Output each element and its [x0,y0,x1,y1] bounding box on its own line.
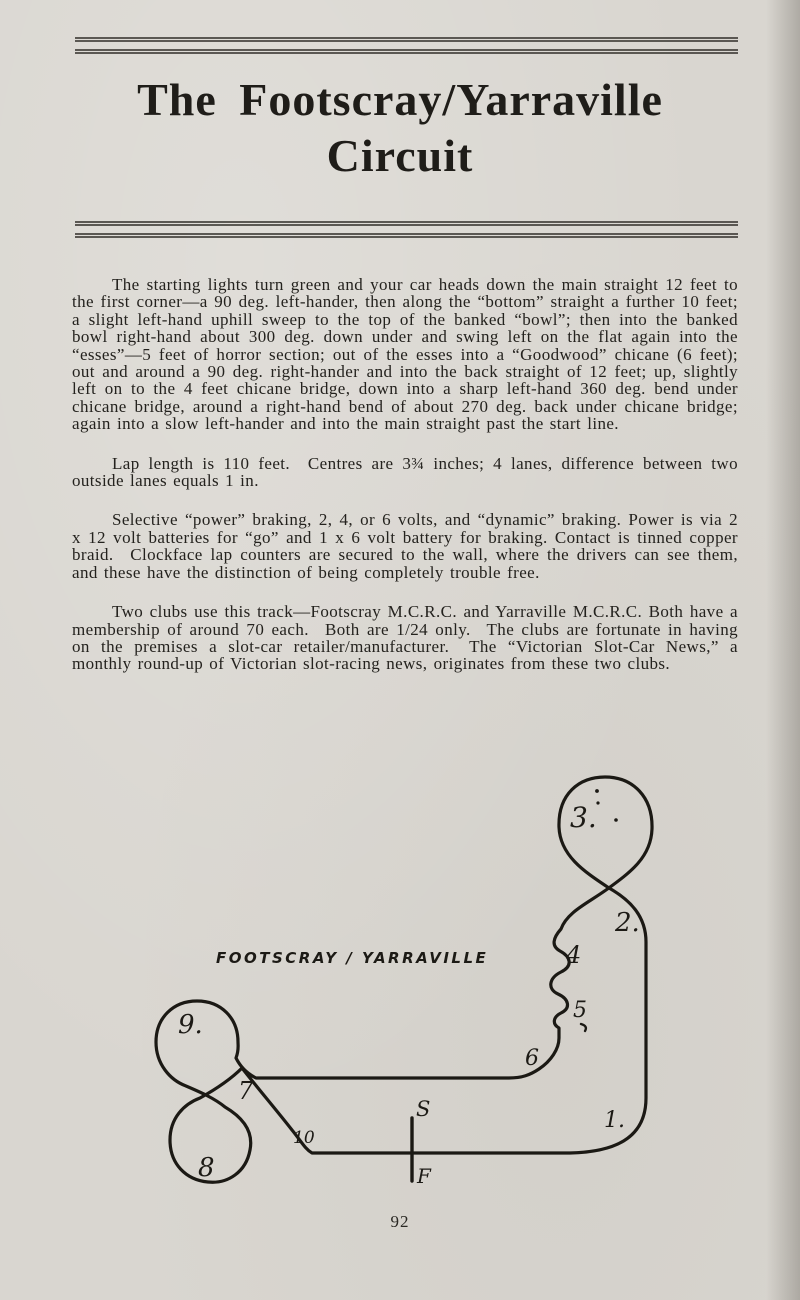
corner-label-7: 7 [238,1077,254,1105]
title-line-1: The Footscray/Yarraville [137,74,663,125]
title-rule-upper [75,221,738,226]
corner-label-2: 2. [615,908,640,938]
corner-label-3: 3. [570,801,597,834]
top-rule-lower [75,49,738,54]
paragraph-track-description: The starting lights turn green and your car heads down the main straight 12 feet to the first corner—a 90 deg. left-hander, then along the “bottom” straight a further 10 feet; a slight left-hand uphill sweep to the top of the banked “bowl”; then into the banked bowl right-hand about 300 deg. down under and swing left on the flat again into the “esses”—5 feet of horror section; out of the esses into a “Goodwood” chicane (6 feet); out and around a 90 deg. right-hander and into the back straight of 12 feet; up, slightly left on to the 4 feet chicane bridge, down into a sharp left-hand 360 deg. bend under chicane bridge, around a right-hand bend of about 270 deg. back under chicane bridge; again into a slow left-hander and into the main straight past the start line. [72,275,738,434]
corner-label-1: 1. [604,1108,625,1133]
corner-label-8: 8 [198,1153,215,1183]
article-title [40,72,760,184]
start-label: S [416,1097,431,1121]
diagram-caption: FOOTSCRAY / YARRAVILLE [216,949,489,967]
corner-label-5: 5 [573,998,587,1023]
article-body [72,276,738,695]
track-diagram-svg [130,770,750,1200]
corner-label-4: 4 [566,941,582,969]
title-line-2: Circuit [326,130,474,181]
page-edge-shadow [766,0,800,1300]
page-number: 92 [390,1212,410,1231]
finish-label: F [417,1164,431,1188]
paragraph-lap-length: Lap length is 110 feet. Centres are 3¾ inches; 4 lanes, difference between two outside lanes equals 1 in. [72,453,738,491]
title-rule-lower [75,233,738,238]
corner-label-6: 6 [525,1046,539,1071]
track-outline-path [156,777,652,1182]
corner-label-9: 9. [178,1010,203,1040]
paragraph-clubs: Two clubs use this track—Footscray M.C.R.C. and Yarraville M.C.R.C. Both have a membership of around 70 each. Both are 1/24 only. The clubs are fortunate in having on the premises a slot-car retailer/manufacturer. The “Victorian Slot-Car News,” a monthly round-up of Victorian slot-racing news, originates from these two clubs. [72,602,738,674]
top-rule-upper [75,37,738,42]
track-diagram [130,770,750,1200]
paragraph-braking: Selective “power” braking, 2, 4, or 6 volts, and “dynamic” braking. Power is via 2 x 12 volt batteries for “go” and 1 x 6 volt battery for braking. Contact is tinned copper braid. Clockface lap counters are secured to the wall, where the drivers can see them, and these have the distinction of being completely trouble free. [72,510,738,582]
corner-label-10: 10 [293,1128,315,1148]
